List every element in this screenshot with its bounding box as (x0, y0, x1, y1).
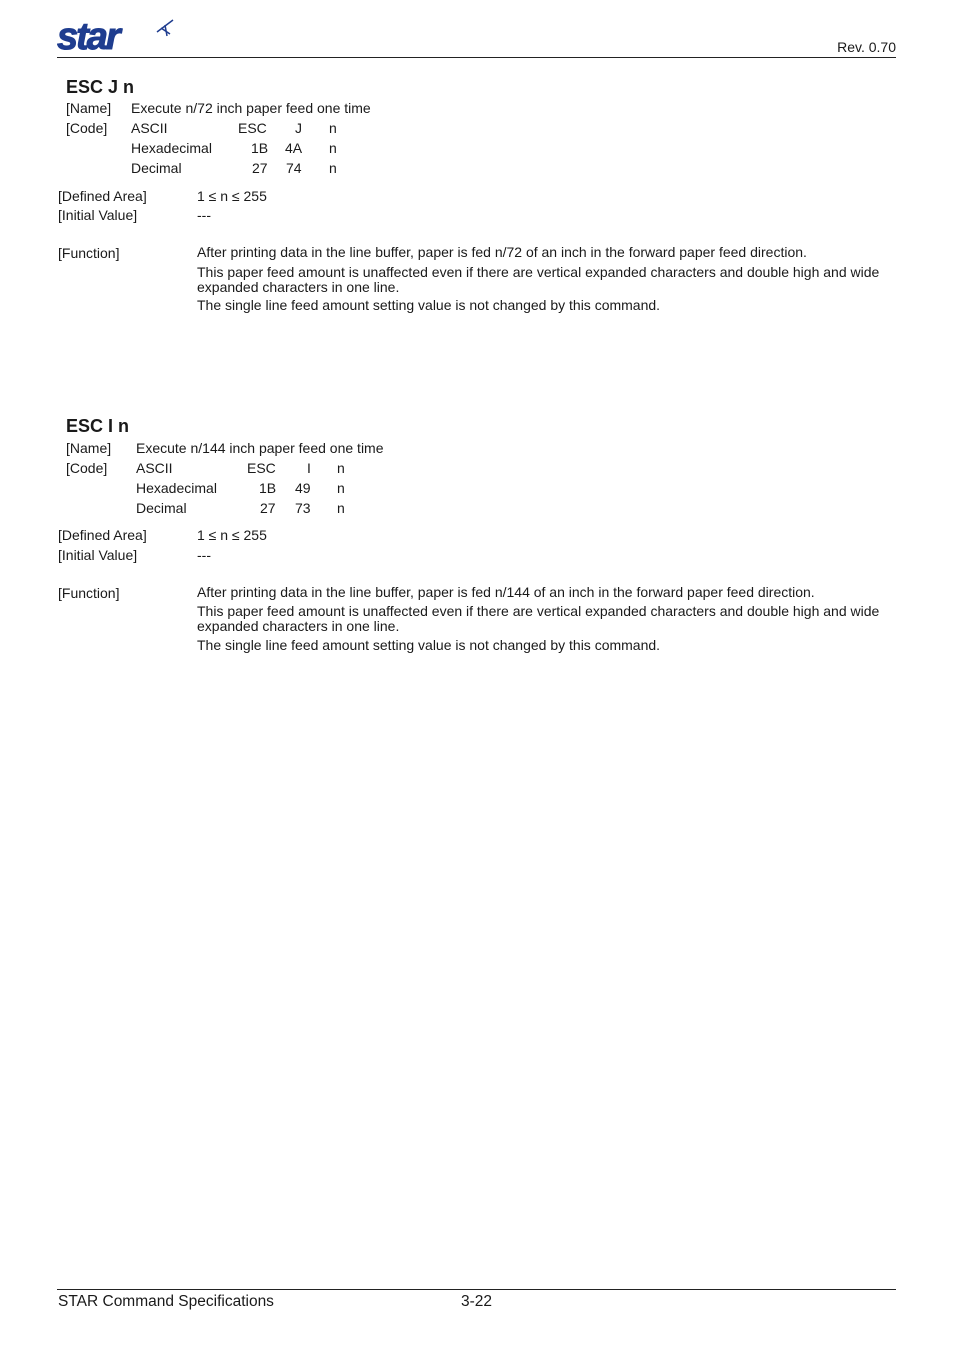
code-cell: ESC (247, 460, 276, 476)
code-cell: n (337, 480, 345, 496)
initial-value-value: --- (197, 547, 211, 563)
section-title: ESC I n (66, 416, 130, 436)
code-kind: ASCII (131, 120, 168, 136)
name-value: Execute n/72 inch paper feed one time (131, 100, 371, 116)
name-label: [Name] (66, 440, 112, 456)
footer-divider (57, 1289, 896, 1290)
code-cell: 4A (285, 140, 303, 156)
code-cell: 27 (252, 160, 268, 176)
function-label: [Function] (58, 585, 120, 601)
code-cell: 1B (259, 480, 277, 496)
code-cell: 1B (251, 140, 269, 156)
code-cell: I (307, 460, 311, 476)
function-paragraph: After printing data in the line buffer, paper is fed n/144 of an inch in the forward paper feed direction. (197, 584, 815, 600)
code-cell: 74 (286, 160, 302, 176)
header-divider (57, 57, 896, 58)
code-kind: Hexadecimal (131, 140, 212, 156)
defined-area-value: 1 ≤ n ≤ 255 (197, 188, 267, 204)
defined-area-value: 1 ≤ n ≤ 255 (197, 527, 267, 543)
star-logo (57, 18, 175, 54)
name-value: Execute n/144 inch paper feed one time (136, 440, 384, 456)
code-cell: 27 (260, 500, 276, 516)
function-paragraph: After printing data in the line buffer, paper is fed n/72 of an inch in the forward paper feed direction. (197, 244, 807, 260)
section-title: ESC J n (66, 77, 135, 97)
code-kind: Decimal (136, 500, 187, 516)
function-label: [Function] (58, 245, 120, 261)
logo-wordmark: star (57, 18, 119, 54)
name-label: [Name] (66, 100, 112, 116)
initial-value-label: [Initial Value] (58, 207, 138, 223)
code-cell: n (337, 500, 345, 516)
code-kind: Decimal (131, 160, 182, 176)
function-paragraph: This paper feed amount is unaffected even if there are vertical expanded characters and double high and wide expanded characters in one line. (197, 264, 880, 295)
initial-value-label: [Initial Value] (58, 547, 138, 563)
footer-doc-title: STAR Command Specifications (58, 1293, 274, 1310)
code-cell: n (329, 120, 337, 136)
code-cell: ESC (238, 120, 267, 136)
code-cell: 73 (295, 500, 311, 516)
defined-area-label: [Defined Area] (58, 188, 147, 204)
code-label: [Code] (66, 460, 108, 476)
logo-star-mark (157, 20, 173, 36)
page-number: 3-22 (461, 1293, 493, 1310)
defined-area-label: [Defined Area] (58, 527, 147, 543)
code-cell: n (337, 460, 345, 476)
code-label: [Code] (66, 120, 108, 136)
function-paragraph: This paper feed amount is unaffected even if there are vertical expanded characters and double high and wide expanded characters in one line. (197, 603, 880, 634)
code-cell: 49 (295, 480, 311, 496)
code-cell: n (329, 160, 337, 176)
function-paragraph: The single line feed amount setting value is not changed by this command. (197, 297, 661, 313)
function-paragraph: The single line feed amount setting value is not changed by this command. (197, 637, 661, 653)
code-cell: n (329, 140, 337, 156)
revision-label: Rev. 0.70 (837, 39, 896, 55)
initial-value-value: --- (197, 207, 211, 223)
code-kind: ASCII (136, 460, 173, 476)
code-cell: J (295, 120, 302, 136)
code-kind: Hexadecimal (136, 480, 217, 496)
